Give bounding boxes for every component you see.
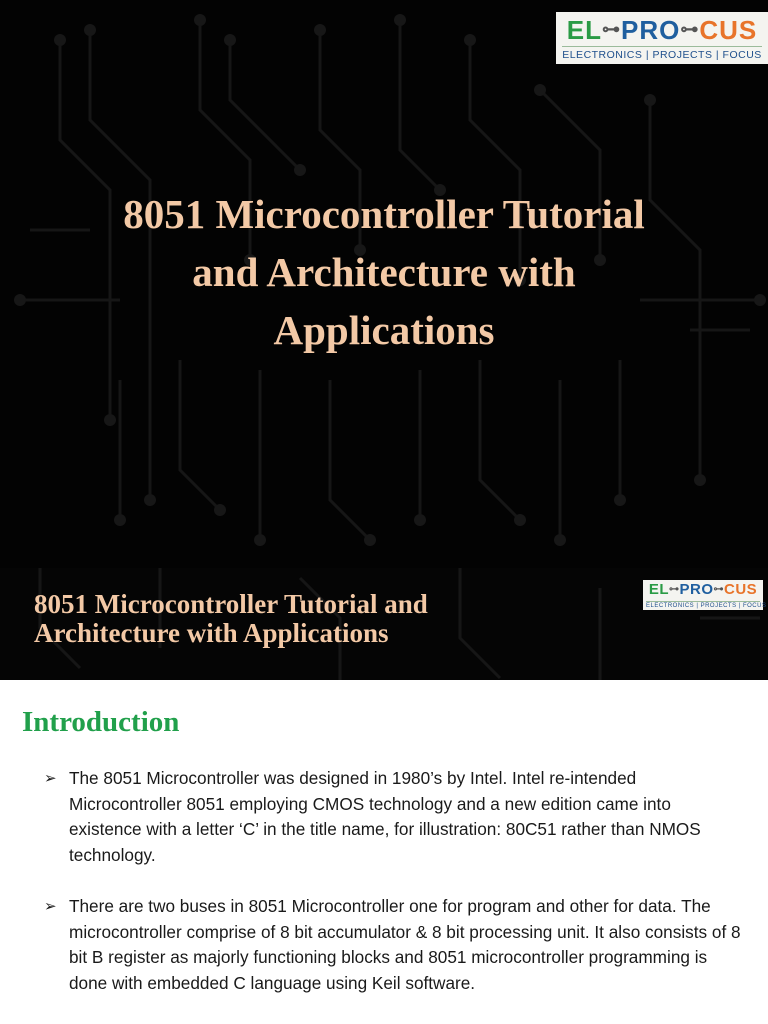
elprocus-logo [556, 12, 768, 64]
logo-link-icon: ⊶ [680, 19, 700, 39]
slide-title [34, 590, 634, 648]
introduction-slide [0, 568, 768, 1024]
list-item [44, 766, 744, 868]
elprocus-logo [643, 580, 767, 610]
logo-link-icon: ⊶ [668, 584, 680, 595]
arrow-bullet-icon: ➢ [44, 770, 57, 787]
arrow-bullet-icon: ➢ [44, 898, 57, 915]
slide-header-band [0, 568, 768, 680]
section-heading: Introduction [22, 706, 180, 738]
bullet-list [44, 766, 744, 1022]
slide-title-line: 8051 Microcontroller Tutorial [123, 191, 645, 237]
logo-wordmark [643, 581, 763, 598]
list-item-text: There are two buses in 8051 Microcontroller one for program and other for data. The microcontroller comprise of 8 bit accumulator & 8 bit processing unit. It also consists of 8 bit B register as majorly functioning blocks and 8051 microcontroller programming is done with embedded C language using Keil software. [69, 896, 741, 993]
logo-wordmark [556, 14, 768, 45]
logo-link-icon: ⊶ [601, 19, 621, 39]
logo-link-icon: ⊶ [713, 584, 724, 595]
slide-title-line: Applications [273, 307, 495, 353]
list-item-text: The 8051 Microcontroller was designed in 1980’s by Intel. Intel re-intended Microcontroller 8051 employing CMOS technology and a new edition came into existence with a letter ‘C’ in the title name, for illustration: 80C51 rather than NMOS technology. [69, 768, 701, 865]
slide-title-line: and Architecture with [192, 249, 576, 295]
logo-tagline: ELECTRONICS | PROJECTS | FOCUS [562, 46, 762, 61]
logo-pro: PRO [620, 15, 681, 45]
list-item [44, 894, 744, 996]
logo-el: EL [566, 15, 602, 45]
logo-el: EL [648, 581, 669, 598]
logo-cus: CUS [724, 581, 758, 598]
slide-title-line: 8051 Microcontroller Tutorial and [34, 589, 428, 619]
logo-tagline: ELECTRONICS | PROJECTS | FOCUS [646, 603, 767, 609]
slide-title [40, 185, 728, 359]
logo-pro: PRO [679, 581, 714, 598]
logo-cus: CUS [699, 15, 758, 45]
slide-title-line: Architecture with Applications [34, 618, 389, 648]
